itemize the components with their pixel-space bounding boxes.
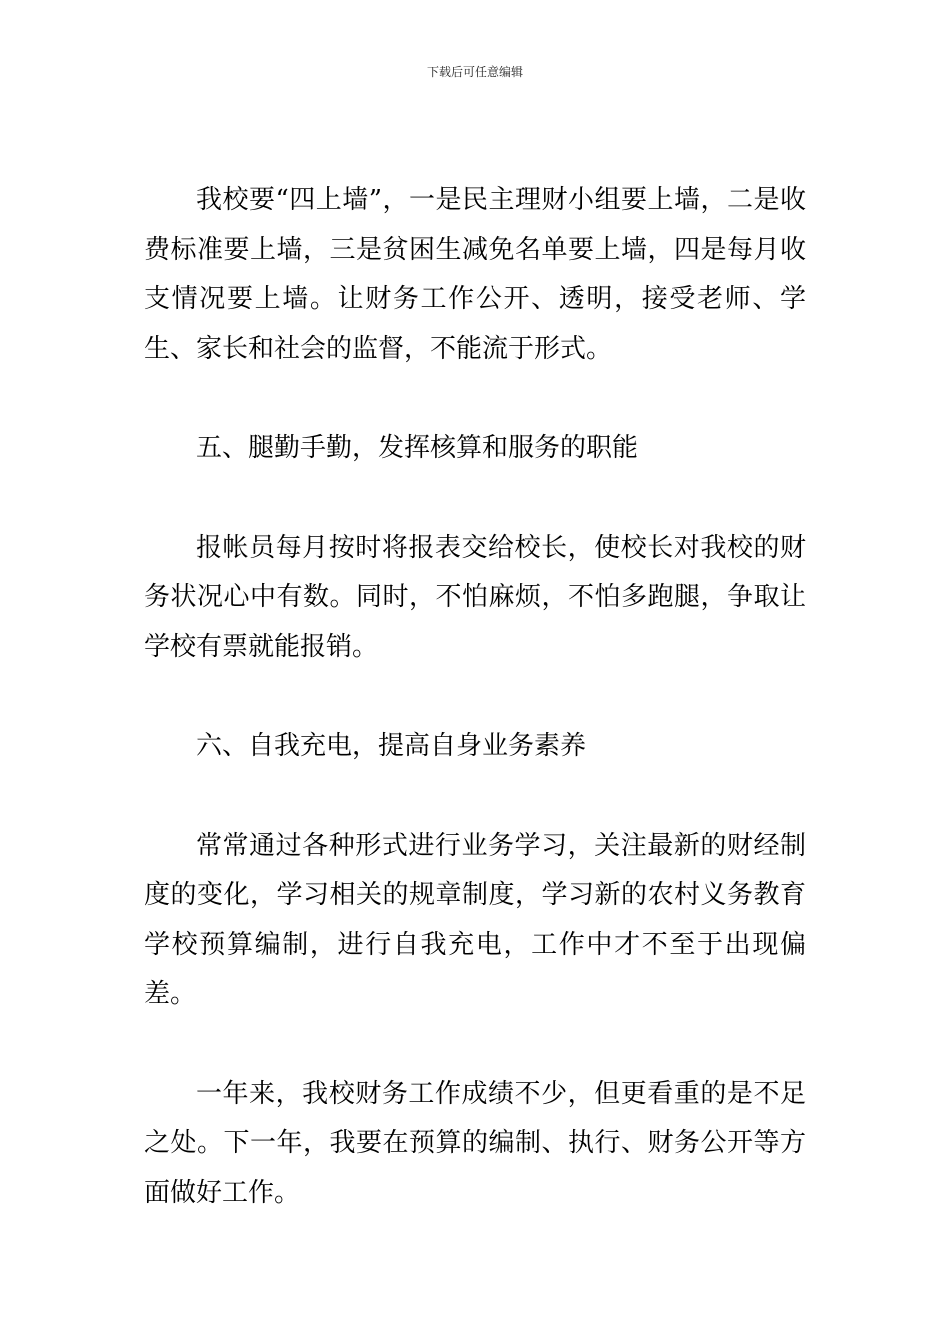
paragraph-self-study: 常常通过各种形式进行业务学习，关注最新的财经制度的变化，学习相关的规章制度，学习新的农村义务教育学校预算编制，进行自我充电，工作中才不至于出现偏差。	[144, 830, 806, 1009]
paragraph-reporting: 报帐员每月按时将报表交给校长，使校长对我校的财务状况心中有数。同时，不怕麻烦，不怕多跑腿，争取让学校有票就能报销。	[144, 532, 806, 662]
section-heading-six: 六、自我充电，提高自身业务素养	[196, 731, 587, 761]
paragraph-summary: 一年来，我校财务工作成绩不少，但更看重的是不足之处。下一年，我要在预算的编制、执行、财务公开等方面做好工作。	[144, 1078, 806, 1208]
page-header-note: 下载后可任意编辑	[426, 65, 523, 79]
section-heading-five: 五、腿勤手勤，发挥核算和服务的职能	[196, 433, 639, 463]
document-body	[144, 176, 806, 1218]
paragraph-wall-disclosure: 我校要“四上墙”，一是民主理财小组要上墙，二是收费标准要上墙，三是贫困生减免名单要上墙，四是每月收支情况要上墙。让财务工作公开、透明，接受老师、学生、家长和社会的监督，不能流于形式。	[144, 185, 806, 364]
